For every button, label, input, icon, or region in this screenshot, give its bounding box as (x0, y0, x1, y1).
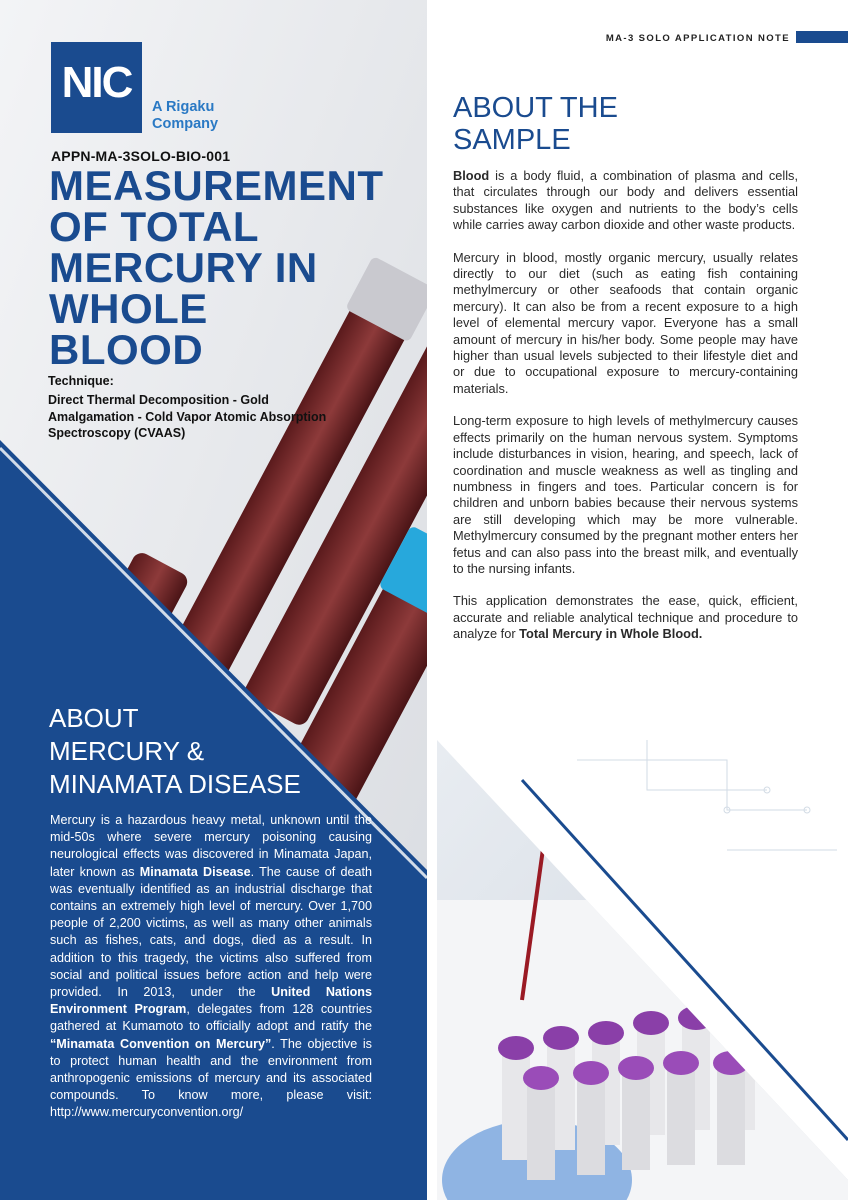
title-line: OF TOTAL (49, 203, 260, 250)
bold-run: Total Mercury in Whole Blood. (519, 626, 703, 642)
nic-logo (51, 42, 142, 133)
lab-samples-photo (427, 720, 848, 1200)
text-run: This application demonstrates the ease, quick, efficient, accurate and reliable analytical technique and procedure to analyze for (453, 593, 798, 642)
technique-label: Technique: (48, 374, 114, 388)
text-run: . The cause of death was eventually identified as an industrial discharge that contains an extremely high level of mercury. Over 1,700 people of 2,200 victims, as well as many other animals such as fishes, cats, and dogs, died as a result. In addition to this tragedy, the victims also suffered from social and political issues before action and help were provided. In 2013, under the (50, 864, 372, 1000)
title-line: BLOOD (49, 326, 204, 373)
technique-text: Direct Thermal Decomposition - Gold Amalgamation - Cold Vapor Atomic Absorption Spectroscopy (CVAAS) (48, 393, 327, 440)
paragraph (453, 168, 798, 234)
bold-run: “Minamata Convention on Mercury” (50, 1036, 272, 1051)
heading-line: ABOUT (49, 703, 139, 733)
bold-run: Blood (453, 168, 490, 183)
heading-line: MERCURY & (49, 736, 205, 766)
title-line: MEASUREMENT (49, 162, 384, 209)
text-run: . The objective is to protect human health and the environment from anthropogenic emissions of mercury and its associated compounds. To know more, please visit: http://www.mercuryconvention.org/ (50, 1036, 372, 1120)
application-note-label: MA-3 SOLO APPLICATION NOTE (605, 33, 790, 44)
bold-run: Minamata Disease (139, 864, 251, 879)
bold-run: United Nations Environment Program (50, 985, 372, 1017)
about-mercury-heading (49, 702, 301, 801)
heading-line: SAMPLE (453, 124, 571, 156)
text-run: Mercury is a hazardous heavy metal, unknown until the mid-50s where severe mercury poisoning causing neurological effects was discovered in Minamata Japan, later known as (50, 813, 372, 879)
tagline-line2: Company (152, 116, 219, 132)
paragraph: Mercury in blood, mostly organic mercury, usually relates directly to our diet (such as eating fish containing methylmercury or other seafoods that contain organic mercury). It can also be from a recent exposure to a high level of elemental mercury vapor. Everyone has a small amount of mercury in his/her body. Some people may have higher than usual levels subjected to their lifestyle diet and or due to occupational exposure to mercury-containing materials. (453, 249, 798, 396)
paragraph: Long-term exposure to high levels of methylmercury causes effects primarily on the human nervous system. Symptoms include disturbances in vision, hearing, and speech, lack of coordination and muscle weakness as well as tingling and numbness in fingers and toes. Particular concern is for children and unborn babies because their nervous systems are still developing which may be more vulnerable. Methylmercury consumed by the pregnant mother enters her fetus and can also pass into the breast milk, and eventually to the nursing infants. (453, 413, 798, 576)
tagline-line1: A Rigaku (152, 99, 215, 115)
about-sample-body (453, 168, 798, 659)
about-sample-heading (453, 92, 618, 156)
title-line: WHOLE (49, 285, 208, 332)
title-line: MERCURY IN (49, 244, 318, 291)
paragraph (453, 593, 798, 642)
document-id: APPN-MA-3SOLO-BIO-001 (51, 148, 231, 164)
text-run: is a body fluid, a combination of plasma and cells, that circulates through our body and delivers essential substances like oxygen and nutrients to the body’s cells while carries away carbon dioxide and other waste products. (453, 168, 798, 233)
header-accent-bar (796, 31, 848, 43)
logo-tagline (152, 99, 218, 133)
text-run: , delegates from 128 countries gathered at Kumamoto to officially adopt and ratify the (50, 1002, 372, 1034)
heading-line: MINAMATA DISEASE (49, 769, 301, 799)
page-title (49, 162, 419, 373)
heading-line: ABOUT THE (453, 92, 618, 124)
logo-mark: NIC (61, 58, 132, 107)
about-mercury-body (50, 812, 372, 1122)
